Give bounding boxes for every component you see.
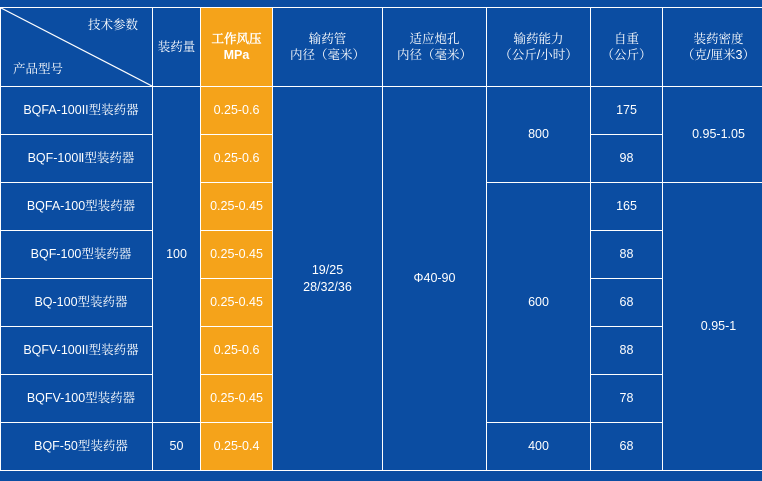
cell-model: BQFA-100型装药器 xyxy=(1,183,153,231)
cell-capacity-group3: 400 xyxy=(487,423,591,471)
header-weight xyxy=(591,8,663,87)
cell-weight: 68 xyxy=(591,279,663,327)
table-header-row xyxy=(1,8,762,87)
cell-model: BQ-100型装药器 xyxy=(1,279,153,327)
cell-weight: 78 xyxy=(591,375,663,423)
cell-working-pressure: 0.25-0.6 xyxy=(201,87,273,135)
header-product-model-label: 产品型号 xyxy=(13,60,63,78)
table-row xyxy=(1,87,762,135)
cell-hole-inner-diameter: Φ40-90 xyxy=(383,87,487,471)
header-corner-cell xyxy=(1,8,153,87)
header-weight-line1: 自重 xyxy=(592,31,661,47)
header-working-pressure xyxy=(201,8,273,87)
header-pipe-inner-line2: 内径（毫米） xyxy=(274,47,381,63)
cell-model: BQFV-100II型装药器 xyxy=(1,327,153,375)
specification-table xyxy=(0,7,762,471)
header-charge-amount-label: 装药量 xyxy=(158,40,196,54)
cell-weight: 175 xyxy=(591,87,663,135)
header-working-pressure-line2: MPa xyxy=(202,47,271,63)
header-hole-inner-line1: 适应炮孔 xyxy=(384,31,485,47)
cell-working-pressure: 0.25-0.6 xyxy=(201,327,273,375)
cell-pipe-inner-diameter xyxy=(273,87,383,471)
cell-model: BQFV-100型装药器 xyxy=(1,375,153,423)
header-density-line2: （克/厘米3） xyxy=(664,47,762,63)
header-charge-density xyxy=(663,8,762,87)
cell-weight: 88 xyxy=(591,327,663,375)
header-working-pressure-line1: 工作风压 xyxy=(202,31,271,47)
cell-working-pressure: 0.25-0.45 xyxy=(201,183,273,231)
cell-weight: 68 xyxy=(591,423,663,471)
cell-pipe-inner-line1: 19/25 xyxy=(274,262,381,278)
header-hole-inner-line2: 内径（毫米） xyxy=(384,47,485,63)
header-capacity-line1: 输药能力 xyxy=(488,31,589,47)
header-pipe-inner-line1: 输药管 xyxy=(274,31,381,47)
header-weight-line2: （公斤） xyxy=(592,47,661,63)
cell-weight: 88 xyxy=(591,231,663,279)
cell-working-pressure: 0.25-0.45 xyxy=(201,279,273,327)
cell-density-group2: 0.95-1 xyxy=(663,183,762,471)
cell-charge-amount-last: 50 xyxy=(153,423,201,471)
header-pipe-inner-diameter xyxy=(273,8,383,87)
cell-model: BQF-100型装药器 xyxy=(1,231,153,279)
cell-working-pressure: 0.25-0.45 xyxy=(201,375,273,423)
cell-charge-amount-main: 100 xyxy=(153,87,201,423)
cell-density-group1: 0.95-1.05 xyxy=(663,87,762,183)
cell-working-pressure: 0.25-0.45 xyxy=(201,231,273,279)
cell-model: BQF-100Ⅱ型装药器 xyxy=(1,135,153,183)
cell-capacity-group1: 800 xyxy=(487,87,591,183)
header-hole-inner-diameter xyxy=(383,8,487,87)
cell-weight: 98 xyxy=(591,135,663,183)
header-capacity-line2: （公斤/小时） xyxy=(488,47,589,63)
cell-model: BQFA-100II型装药器 xyxy=(1,87,153,135)
cell-working-pressure: 0.25-0.6 xyxy=(201,135,273,183)
cell-working-pressure: 0.25-0.4 xyxy=(201,423,273,471)
cell-capacity-group2: 600 xyxy=(487,183,591,423)
cell-model: BQF-50型装药器 xyxy=(1,423,153,471)
cell-weight: 165 xyxy=(591,183,663,231)
header-capacity xyxy=(487,8,591,87)
spec-table-sheet xyxy=(0,7,762,481)
header-density-line1: 装药密度 xyxy=(664,31,762,47)
header-tech-params-label: 技术参数 xyxy=(88,16,138,34)
cell-pipe-inner-line2: 28/32/36 xyxy=(274,279,381,295)
header-charge-amount xyxy=(153,8,201,87)
